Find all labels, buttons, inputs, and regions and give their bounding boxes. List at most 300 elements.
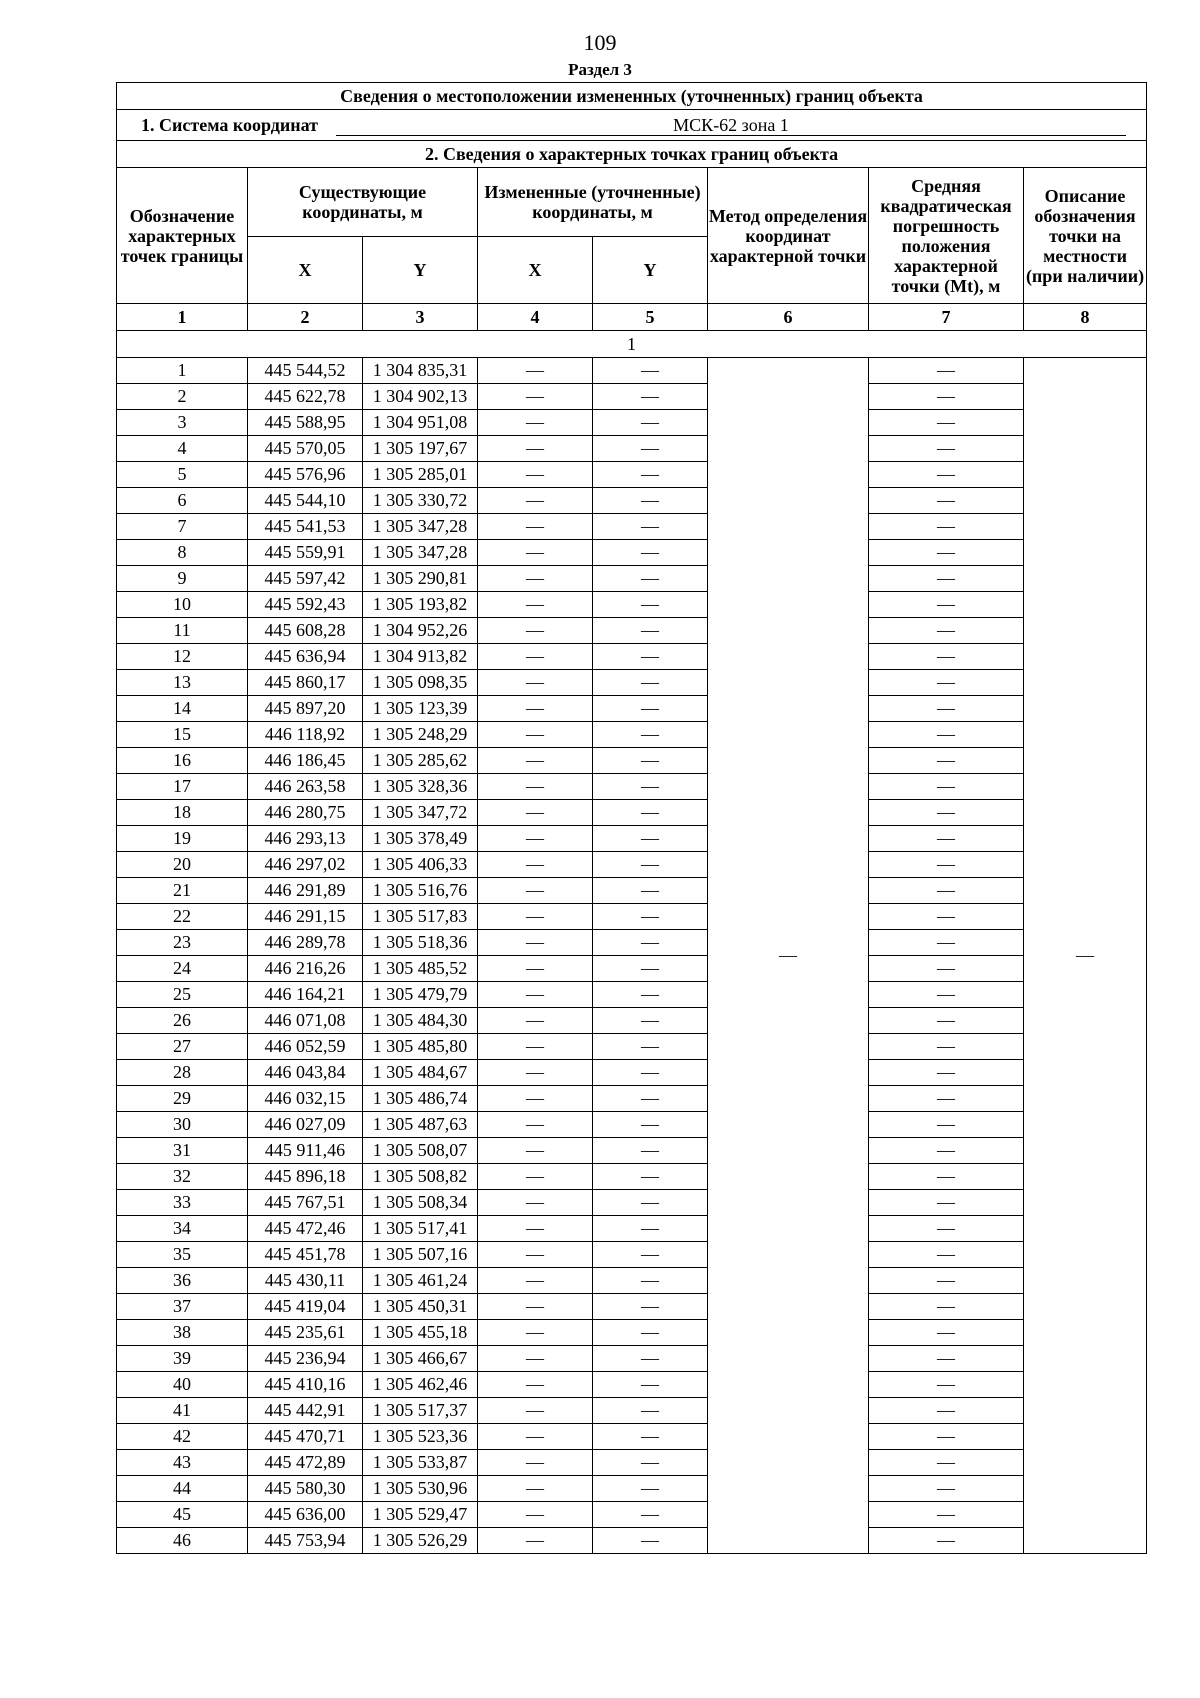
- existing-x: 445 442,91: [248, 1398, 363, 1424]
- coord-system-label: 1. Система координат: [141, 114, 318, 135]
- changed-x: —: [478, 982, 593, 1008]
- existing-y: 1 305 098,35: [363, 670, 478, 696]
- error-value: —: [869, 410, 1024, 436]
- point-number: 35: [117, 1242, 248, 1268]
- existing-y: 1 305 523,36: [363, 1424, 478, 1450]
- table-row: [117, 878, 1147, 904]
- existing-x: 445 592,43: [248, 592, 363, 618]
- table-row: [117, 1008, 1147, 1034]
- changed-y: —: [593, 1008, 708, 1034]
- point-number: 13: [117, 670, 248, 696]
- error-value: —: [869, 540, 1024, 566]
- table-row: [117, 1476, 1147, 1502]
- changed-x: —: [478, 826, 593, 852]
- table-row: [117, 540, 1147, 566]
- column-number: 3: [363, 304, 478, 331]
- table-row: [117, 462, 1147, 488]
- table-row: [117, 1164, 1147, 1190]
- error-value: —: [869, 1164, 1024, 1190]
- point-number: 34: [117, 1216, 248, 1242]
- changed-x: —: [478, 748, 593, 774]
- table-row: [117, 1528, 1147, 1554]
- existing-x: 445 636,94: [248, 644, 363, 670]
- point-number: 9: [117, 566, 248, 592]
- existing-y: 1 305 330,72: [363, 488, 478, 514]
- table-row: [117, 1242, 1147, 1268]
- table-row: [117, 618, 1147, 644]
- changed-x: —: [478, 774, 593, 800]
- changed-x: —: [478, 1034, 593, 1060]
- error-value: —: [869, 1294, 1024, 1320]
- point-number: 43: [117, 1450, 248, 1476]
- existing-x: 445 588,95: [248, 410, 363, 436]
- changed-x: —: [478, 618, 593, 644]
- point-number: 27: [117, 1034, 248, 1060]
- existing-x: 446 052,59: [248, 1034, 363, 1060]
- existing-y: 1 305 486,74: [363, 1086, 478, 1112]
- point-number: 37: [117, 1294, 248, 1320]
- error-value: —: [869, 1424, 1024, 1450]
- table-row: [117, 592, 1147, 618]
- point-number: 7: [117, 514, 248, 540]
- existing-y: 1 305 285,01: [363, 462, 478, 488]
- changed-y: —: [593, 1268, 708, 1294]
- table-row: [117, 1060, 1147, 1086]
- column-number: 2: [248, 304, 363, 331]
- point-number: 30: [117, 1112, 248, 1138]
- changed-x: —: [478, 592, 593, 618]
- existing-y: 1 305 484,30: [363, 1008, 478, 1034]
- table-row: [117, 1294, 1147, 1320]
- point-number: 44: [117, 1476, 248, 1502]
- existing-y: 1 305 123,39: [363, 696, 478, 722]
- header-existing-y: Y: [363, 237, 478, 304]
- existing-x: 446 263,58: [248, 774, 363, 800]
- changed-x: —: [478, 384, 593, 410]
- changed-y: —: [593, 1346, 708, 1372]
- existing-y: 1 305 285,62: [363, 748, 478, 774]
- point-number: 10: [117, 592, 248, 618]
- existing-x: 446 027,09: [248, 1112, 363, 1138]
- error-value: —: [869, 696, 1024, 722]
- table-row: [117, 1320, 1147, 1346]
- changed-x: —: [478, 1450, 593, 1476]
- error-value: —: [869, 1372, 1024, 1398]
- changed-y: —: [593, 1112, 708, 1138]
- existing-y: 1 305 508,07: [363, 1138, 478, 1164]
- table-row: [117, 1086, 1147, 1112]
- table-row: [117, 384, 1147, 410]
- error-value: —: [869, 1268, 1024, 1294]
- existing-x: 446 291,15: [248, 904, 363, 930]
- existing-x: 445 897,20: [248, 696, 363, 722]
- changed-x: —: [478, 1112, 593, 1138]
- table-row: [117, 1346, 1147, 1372]
- existing-x: 446 186,45: [248, 748, 363, 774]
- existing-y: 1 305 290,81: [363, 566, 478, 592]
- changed-x: —: [478, 1294, 593, 1320]
- point-number: 11: [117, 618, 248, 644]
- point-number: 32: [117, 1164, 248, 1190]
- existing-y: 1 304 952,26: [363, 618, 478, 644]
- header-existing-coords: Существующие координаты, м: [248, 168, 478, 237]
- column-number: 8: [1024, 304, 1147, 331]
- error-value: —: [869, 1242, 1024, 1268]
- table-row: [117, 696, 1147, 722]
- changed-y: —: [593, 670, 708, 696]
- existing-x: 446 043,84: [248, 1060, 363, 1086]
- changed-x: —: [478, 904, 593, 930]
- column-number: 5: [593, 304, 708, 331]
- existing-x: 445 472,89: [248, 1450, 363, 1476]
- existing-x: 446 071,08: [248, 1008, 363, 1034]
- error-value: —: [869, 1528, 1024, 1554]
- table-row: [117, 1216, 1147, 1242]
- changed-y: —: [593, 878, 708, 904]
- error-value: —: [869, 384, 1024, 410]
- table-row: [117, 1424, 1147, 1450]
- error-value: —: [869, 436, 1024, 462]
- changed-x: —: [478, 930, 593, 956]
- point-number: 18: [117, 800, 248, 826]
- existing-x: 445 236,94: [248, 1346, 363, 1372]
- point-number: 4: [117, 436, 248, 462]
- table-row: [117, 800, 1147, 826]
- error-value: —: [869, 566, 1024, 592]
- changed-y: —: [593, 982, 708, 1008]
- changed-x: —: [478, 566, 593, 592]
- existing-x: 445 451,78: [248, 1242, 363, 1268]
- table-row: [117, 644, 1147, 670]
- existing-y: 1 305 197,67: [363, 436, 478, 462]
- changed-y: —: [593, 696, 708, 722]
- changed-x: —: [478, 1060, 593, 1086]
- existing-y: 1 305 450,31: [363, 1294, 478, 1320]
- changed-y: —: [593, 774, 708, 800]
- contour-group-label: 1: [117, 331, 1147, 358]
- existing-x: 445 580,30: [248, 1476, 363, 1502]
- changed-y: —: [593, 358, 708, 384]
- existing-x: 445 570,05: [248, 436, 363, 462]
- changed-y: —: [593, 1060, 708, 1086]
- changed-y: —: [593, 1034, 708, 1060]
- point-number: 40: [117, 1372, 248, 1398]
- changed-y: —: [593, 1424, 708, 1450]
- existing-x: 445 541,53: [248, 514, 363, 540]
- error-value: —: [869, 670, 1024, 696]
- point-number: 22: [117, 904, 248, 930]
- existing-x: 445 559,91: [248, 540, 363, 566]
- error-value: —: [869, 644, 1024, 670]
- existing-y: 1 305 517,41: [363, 1216, 478, 1242]
- point-number: 28: [117, 1060, 248, 1086]
- table-title: Сведения о местоположении измененных (уточненных) границ объекта: [117, 83, 1147, 110]
- column-number: 4: [478, 304, 593, 331]
- existing-x: 445 608,28: [248, 618, 363, 644]
- page-number: 109: [583, 30, 617, 55]
- changed-y: —: [593, 566, 708, 592]
- changed-y: —: [593, 1502, 708, 1528]
- changed-y: —: [593, 410, 708, 436]
- changed-y: —: [593, 800, 708, 826]
- column-number: 7: [869, 304, 1024, 331]
- existing-y: 1 305 518,36: [363, 930, 478, 956]
- point-number: 12: [117, 644, 248, 670]
- point-number: 3: [117, 410, 248, 436]
- point-number: 16: [117, 748, 248, 774]
- changed-x: —: [478, 1268, 593, 1294]
- existing-y: 1 305 347,72: [363, 800, 478, 826]
- changed-y: —: [593, 904, 708, 930]
- changed-y: —: [593, 1528, 708, 1554]
- existing-y: 1 305 507,16: [363, 1242, 478, 1268]
- changed-x: —: [478, 696, 593, 722]
- changed-x: —: [478, 1138, 593, 1164]
- table-row: [117, 722, 1147, 748]
- existing-x: 446 164,21: [248, 982, 363, 1008]
- existing-y: 1 305 485,52: [363, 956, 478, 982]
- changed-y: —: [593, 1190, 708, 1216]
- existing-y: 1 305 517,37: [363, 1398, 478, 1424]
- existing-x: 445 896,18: [248, 1164, 363, 1190]
- point-number: 26: [117, 1008, 248, 1034]
- existing-y: 1 305 526,29: [363, 1528, 478, 1554]
- existing-x: 446 216,26: [248, 956, 363, 982]
- error-value: —: [869, 800, 1024, 826]
- changed-y: —: [593, 644, 708, 670]
- point-number: 14: [117, 696, 248, 722]
- changed-x: —: [478, 1528, 593, 1554]
- point-number: 8: [117, 540, 248, 566]
- header-existing-x: X: [248, 237, 363, 304]
- existing-x: 445 419,04: [248, 1294, 363, 1320]
- point-number: 45: [117, 1502, 248, 1528]
- table-row: [117, 358, 1147, 384]
- existing-y: 1 305 406,33: [363, 852, 478, 878]
- existing-y: 1 305 485,80: [363, 1034, 478, 1060]
- changed-x: —: [478, 462, 593, 488]
- changed-x: —: [478, 540, 593, 566]
- changed-x: —: [478, 644, 593, 670]
- point-number: 6: [117, 488, 248, 514]
- point-number: 20: [117, 852, 248, 878]
- existing-y: 1 305 461,24: [363, 1268, 478, 1294]
- table-row: [117, 1112, 1147, 1138]
- table-row: [117, 748, 1147, 774]
- existing-y: 1 305 516,76: [363, 878, 478, 904]
- point-number: 41: [117, 1398, 248, 1424]
- error-value: —: [869, 618, 1024, 644]
- table-row: [117, 982, 1147, 1008]
- changed-x: —: [478, 722, 593, 748]
- existing-y: 1 305 530,96: [363, 1476, 478, 1502]
- existing-y: 1 305 347,28: [363, 514, 478, 540]
- changed-x: —: [478, 956, 593, 982]
- changed-x: —: [478, 1320, 593, 1346]
- changed-y: —: [593, 1138, 708, 1164]
- coord-system-row: [117, 110, 1147, 141]
- existing-y: 1 305 508,34: [363, 1190, 478, 1216]
- error-value: —: [869, 592, 1024, 618]
- point-number: 5: [117, 462, 248, 488]
- table-row: [117, 1502, 1147, 1528]
- point-number: 2: [117, 384, 248, 410]
- existing-x: 446 289,78: [248, 930, 363, 956]
- changed-y: —: [593, 1372, 708, 1398]
- changed-y: —: [593, 592, 708, 618]
- changed-y: —: [593, 1294, 708, 1320]
- changed-x: —: [478, 410, 593, 436]
- existing-x: 445 860,17: [248, 670, 363, 696]
- error-value: —: [869, 1060, 1024, 1086]
- header-error: Средняя квадратическая погрешность положения характерной точки (Mt), м: [869, 168, 1024, 304]
- description-merged: —: [1024, 358, 1147, 1554]
- error-value: —: [869, 1502, 1024, 1528]
- changed-x: —: [478, 1476, 593, 1502]
- table-row: [117, 930, 1147, 956]
- changed-y: —: [593, 618, 708, 644]
- existing-x: 445 544,52: [248, 358, 363, 384]
- error-value: —: [869, 826, 1024, 852]
- changed-y: —: [593, 930, 708, 956]
- table-row: [117, 488, 1147, 514]
- error-value: —: [869, 852, 1024, 878]
- changed-y: —: [593, 488, 708, 514]
- changed-x: —: [478, 878, 593, 904]
- changed-x: —: [478, 670, 593, 696]
- point-number: 38: [117, 1320, 248, 1346]
- table-row: [117, 514, 1147, 540]
- changed-y: —: [593, 956, 708, 982]
- error-value: —: [869, 956, 1024, 982]
- column-number: 1: [117, 304, 248, 331]
- changed-x: —: [478, 1008, 593, 1034]
- changed-x: —: [478, 800, 593, 826]
- error-value: —: [869, 878, 1024, 904]
- point-number: 15: [117, 722, 248, 748]
- changed-x: —: [478, 852, 593, 878]
- existing-y: 1 305 466,67: [363, 1346, 478, 1372]
- changed-y: —: [593, 722, 708, 748]
- table-row: [117, 1034, 1147, 1060]
- changed-y: —: [593, 1476, 708, 1502]
- error-value: —: [869, 1398, 1024, 1424]
- changed-x: —: [478, 1242, 593, 1268]
- existing-y: 1 304 902,13: [363, 384, 478, 410]
- existing-x: 446 297,02: [248, 852, 363, 878]
- point-number: 21: [117, 878, 248, 904]
- header-point-designation: Обозначение характерных точек границы: [117, 168, 248, 304]
- changed-y: —: [593, 1320, 708, 1346]
- existing-x: 445 410,16: [248, 1372, 363, 1398]
- header-changed-x: X: [478, 237, 593, 304]
- existing-y: 1 304 951,08: [363, 410, 478, 436]
- changed-y: —: [593, 1450, 708, 1476]
- boundary-points-table: [116, 82, 1147, 1554]
- error-value: —: [869, 514, 1024, 540]
- error-value: —: [869, 1190, 1024, 1216]
- table-row: [117, 1268, 1147, 1294]
- point-number: 24: [117, 956, 248, 982]
- table-row: [117, 904, 1147, 930]
- point-number: 33: [117, 1190, 248, 1216]
- changed-y: —: [593, 1398, 708, 1424]
- existing-x: 446 032,15: [248, 1086, 363, 1112]
- existing-x: 446 293,13: [248, 826, 363, 852]
- changed-y: —: [593, 1216, 708, 1242]
- existing-y: 1 305 328,36: [363, 774, 478, 800]
- table-row: [117, 1398, 1147, 1424]
- error-value: —: [869, 488, 1024, 514]
- error-value: —: [869, 774, 1024, 800]
- points-title: 2. Сведения о характерных точках границ объекта: [117, 141, 1147, 168]
- existing-x: 445 472,46: [248, 1216, 363, 1242]
- error-value: —: [869, 462, 1024, 488]
- changed-y: —: [593, 384, 708, 410]
- table-row: [117, 436, 1147, 462]
- changed-y: —: [593, 436, 708, 462]
- changed-x: —: [478, 436, 593, 462]
- changed-x: —: [478, 514, 593, 540]
- existing-y: 1 305 479,79: [363, 982, 478, 1008]
- existing-y: 1 305 378,49: [363, 826, 478, 852]
- existing-y: 1 305 484,67: [363, 1060, 478, 1086]
- changed-y: —: [593, 826, 708, 852]
- existing-x: 445 622,78: [248, 384, 363, 410]
- column-number: 6: [708, 304, 869, 331]
- point-number: 36: [117, 1268, 248, 1294]
- point-number: 1: [117, 358, 248, 384]
- error-value: —: [869, 748, 1024, 774]
- existing-y: 1 305 347,28: [363, 540, 478, 566]
- changed-x: —: [478, 1372, 593, 1398]
- point-number: 39: [117, 1346, 248, 1372]
- changed-y: —: [593, 540, 708, 566]
- existing-x: 446 280,75: [248, 800, 363, 826]
- point-number: 17: [117, 774, 248, 800]
- table-row: [117, 852, 1147, 878]
- table-row: [117, 1138, 1147, 1164]
- existing-y: 1 305 248,29: [363, 722, 478, 748]
- existing-x: 445 597,42: [248, 566, 363, 592]
- existing-y: 1 305 462,46: [363, 1372, 478, 1398]
- existing-x: 445 470,71: [248, 1424, 363, 1450]
- changed-y: —: [593, 1164, 708, 1190]
- existing-y: 1 305 517,83: [363, 904, 478, 930]
- changed-x: —: [478, 1398, 593, 1424]
- existing-y: 1 305 193,82: [363, 592, 478, 618]
- section-title: Раздел 3: [568, 60, 632, 79]
- existing-y: 1 304 835,31: [363, 358, 478, 384]
- error-value: —: [869, 930, 1024, 956]
- changed-x: —: [478, 1164, 593, 1190]
- changed-x: —: [478, 1346, 593, 1372]
- error-value: —: [869, 1086, 1024, 1112]
- existing-x: 445 767,51: [248, 1190, 363, 1216]
- table-row: [117, 956, 1147, 982]
- point-number: 23: [117, 930, 248, 956]
- table-row: [117, 774, 1147, 800]
- existing-y: 1 304 913,82: [363, 644, 478, 670]
- existing-x: 445 430,11: [248, 1268, 363, 1294]
- point-number: 25: [117, 982, 248, 1008]
- point-number: 29: [117, 1086, 248, 1112]
- changed-y: —: [593, 1086, 708, 1112]
- point-number: 19: [117, 826, 248, 852]
- existing-y: 1 305 487,63: [363, 1112, 478, 1138]
- error-value: —: [869, 1346, 1024, 1372]
- header-method: Метод определения координат характерной точки: [708, 168, 869, 304]
